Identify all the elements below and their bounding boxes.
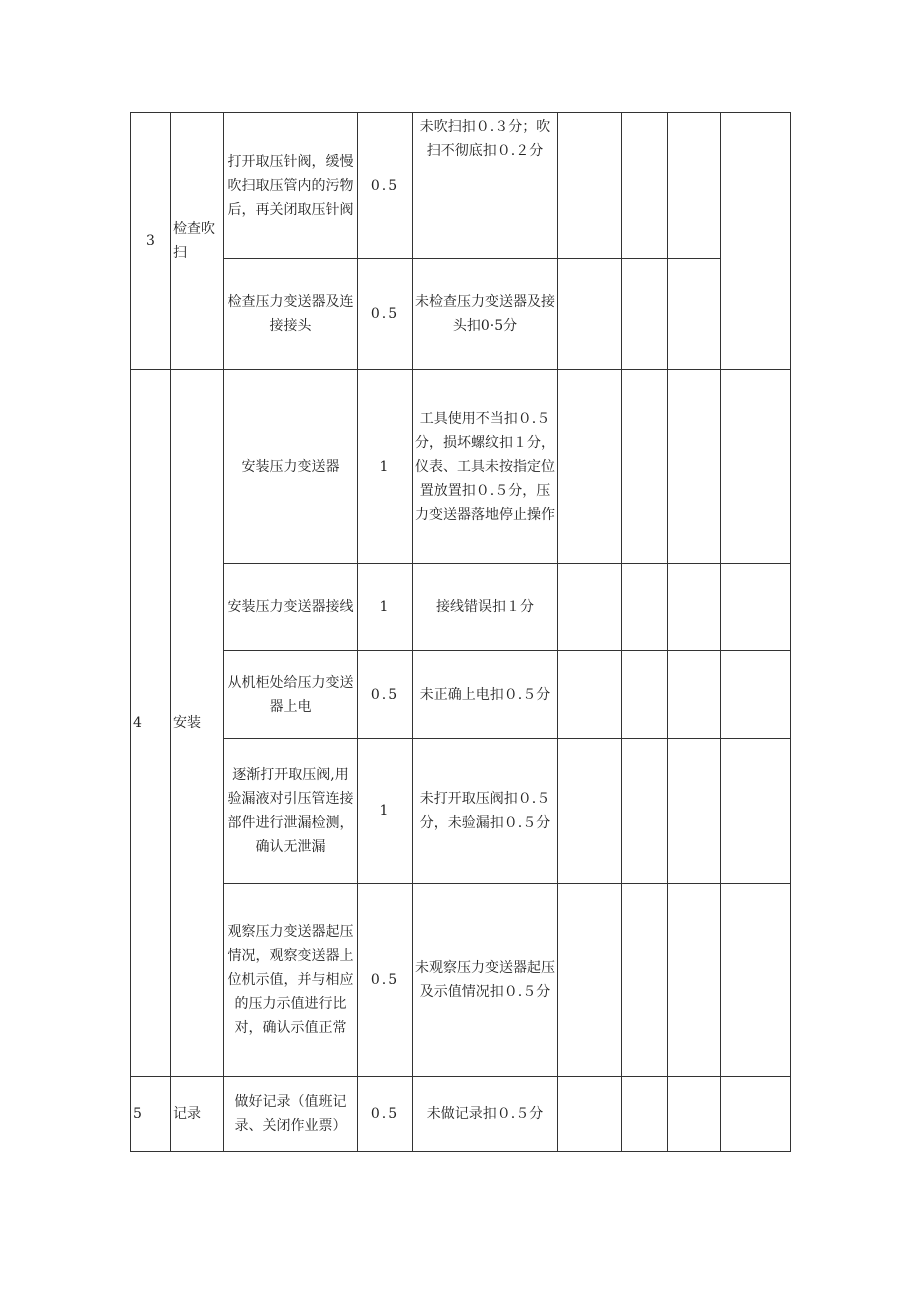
score-cell: 1: [358, 370, 413, 564]
score-cell: 0.5: [358, 113, 413, 259]
blank-cell: [721, 1077, 791, 1152]
score-cell: 0.5: [358, 651, 413, 739]
blank-cell: [721, 739, 791, 884]
blank-cell: [721, 651, 791, 739]
score-cell: 1: [358, 564, 413, 651]
blank-cell: [558, 651, 622, 739]
blank-cell: [558, 113, 622, 259]
blank-cell: [622, 884, 668, 1077]
table-row: [131, 884, 791, 1077]
blank-cell: [668, 370, 721, 564]
blank-cell: [721, 884, 791, 1077]
blank-cell: [558, 259, 622, 370]
blank-cell: [668, 259, 721, 370]
table-row: [131, 651, 791, 739]
blank-cell: [558, 370, 622, 564]
blank-cell: [668, 884, 721, 1077]
blank-cell: [622, 564, 668, 651]
scoring-table: [130, 112, 791, 1152]
table-row: [131, 739, 791, 884]
score-cell: 0.5: [358, 259, 413, 370]
blank-cell: [622, 113, 668, 259]
blank-cell: [668, 1077, 721, 1152]
content-cell: 做好记录（值班记录、关闭作业票）: [224, 1077, 358, 1152]
seq-cell: 3: [131, 113, 171, 370]
blank-cell: [721, 564, 791, 651]
criteria-cell: 未检查压力变送器及接头扣0·5分: [413, 259, 558, 370]
content-cell: 逐渐打开取压阀,用验漏液对引压管连接部件进行泄漏检测，确认无泄漏: [224, 739, 358, 884]
blank-cell: [622, 651, 668, 739]
criteria-cell: 接线错误扣１分: [413, 564, 558, 651]
criteria-cell: 工具使用不当扣０.５分，损坏螺纹扣１分，仪表、工具未按指定位置放置扣０.５分，压力变送器落地停止操作: [413, 370, 558, 564]
blank-cell: [622, 1077, 668, 1152]
content-cell: 观察压力变送器起压情况，观察变送器上位机示值，并与相应的压力示值进行比对，确认示值正常: [224, 884, 358, 1077]
blank-cell: [668, 739, 721, 884]
content-cell: 打开取压针阀，缓慢吹扫取压管内的污物后，再关闭取压针阀: [224, 113, 358, 259]
category-cell: 安装: [171, 370, 224, 1077]
criteria-cell: 未观察压力变送器起压及示值情况扣０.５分: [413, 884, 558, 1077]
table-row: [131, 564, 791, 651]
score-cell: 1: [358, 739, 413, 884]
blank-cell: [558, 1077, 622, 1152]
score-cell: 0.5: [358, 884, 413, 1077]
blank-cell: [558, 739, 622, 884]
content-cell: 检查压力变送器及连接接头: [224, 259, 358, 370]
criteria-cell: 未吹扫扣０.３分；吹扫不彻底扣０.２分: [413, 113, 558, 259]
category-cell: 检查吹扫: [171, 113, 224, 370]
seq-cell: 5: [131, 1077, 171, 1152]
table-row: [131, 113, 791, 259]
blank-cell: [558, 884, 622, 1077]
blank-cell: [622, 370, 668, 564]
blank-cell: [668, 651, 721, 739]
blank-cell: [622, 739, 668, 884]
content-cell: 从机柜处给压力变送器上电: [224, 651, 358, 739]
blank-cell: [668, 564, 721, 651]
blank-cell: [721, 370, 791, 564]
criteria-cell: 未打开取压阀扣０.５分，未验漏扣０.５分: [413, 739, 558, 884]
blank-cell: [668, 113, 721, 259]
blank-cell: [558, 564, 622, 651]
criteria-cell: 未做记录扣０.５分: [413, 1077, 558, 1152]
category-cell: 记录: [171, 1077, 224, 1152]
table-row: [131, 259, 791, 370]
table-row: [131, 1077, 791, 1152]
table-row: [131, 370, 791, 564]
blank-cell: [622, 259, 668, 370]
content-cell: 安装压力变送器接线: [224, 564, 358, 651]
seq-cell: 4: [131, 370, 171, 1077]
criteria-cell: 未正确上电扣０.５分: [413, 651, 558, 739]
content-cell: 安装压力变送器: [224, 370, 358, 564]
score-cell: 0.5: [358, 1077, 413, 1152]
blank-cell: [721, 113, 791, 370]
